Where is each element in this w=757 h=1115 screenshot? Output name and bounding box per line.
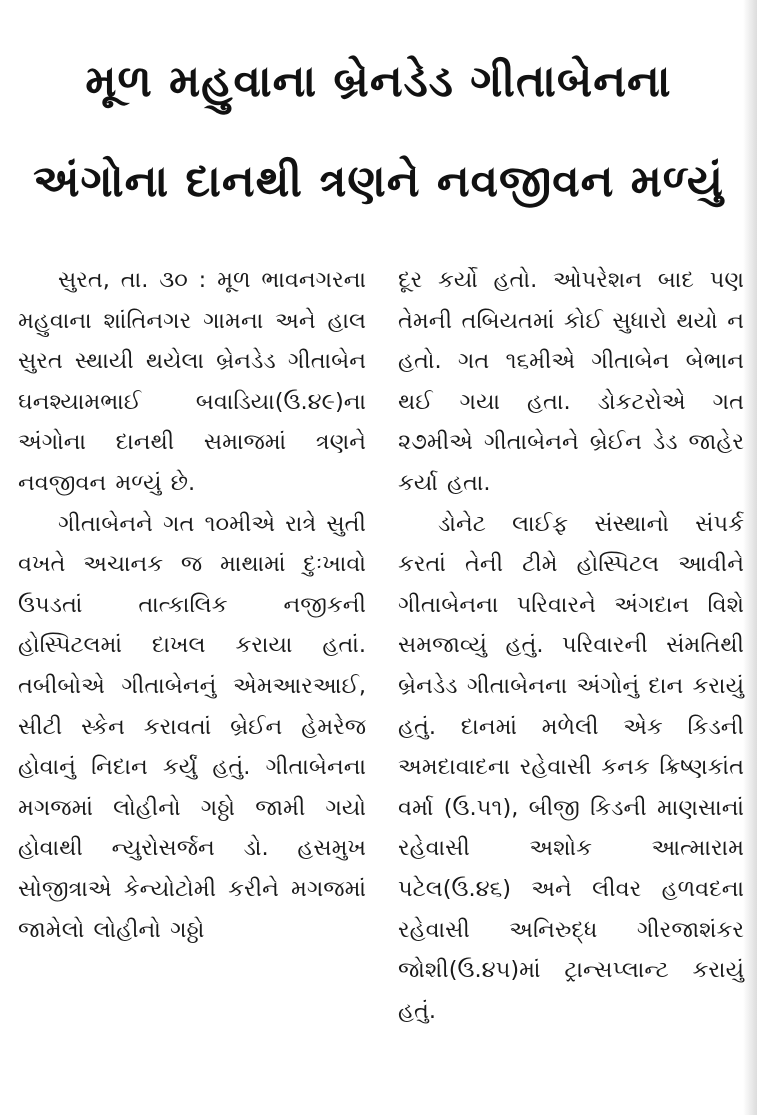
article-paragraph: દૂર કર્યો હતો. ઓપરેશન બાદ પણ તેમની તબિયતમાં કોઈ સુધારો થયો ન હતો. ગત ૧૬મીએ ગીતાબેન બેભાન થઈ ગયા હતા. ડોકટરોએ ગત ૨૭મીએ ગીતાબેનને બ્રેઈન ડેડ જાહેર કર્યા હતા. bbox=[398, 267, 744, 496]
headline-line-2: અંગોના દાનથી ત્રણને નવજીવન મળ્યું bbox=[33, 156, 724, 207]
article-column-right bbox=[398, 260, 744, 1031]
headline-line-1: મૂળ મહુવાના બ્રેનડેડ ગીતાબેનના bbox=[85, 56, 672, 107]
article-paragraph: સુરત, તા. ૩૦ : મૂળ ભાવનગરના મહુવાના શાંતિનગર ગામના અને હાલ સુરત સ્થાયી થયેલા બ્રેનડેડ ગીતાબેન ઘનશ્યામભાઈ બવાડિયા(ઉ.૪૯)ના અંગોના દાનથી સમાજમાં ત્રણને નવજીવન મળ્યું છે. bbox=[18, 267, 366, 496]
article-column-left bbox=[18, 260, 366, 950]
article-paragraph: ડોનેટ લાઈફ સંસ્થાનો સંપર્ક કરતાં તેની ટીમે હોસ્પિટલ આવીને ગીતાબેનના પરિવારને અંગદાન વિશે સમજાવ્યું હતું. પરિવારની સંમતિથી બ્રેનડેડ ગીતાબેનના અંગોનું દાન કરાયું હતું. દાનમાં મળેલી એક કિડની અમદાવાદના રહેવાસી કનક ક્રિષ્ણકાંત વર્મા (ઉ.૫૧), બીજી કિડની માણસાનાં રહેવાસી અશોક આત્મારામ પટેલ(ઉ.૪૬) અને લીવર હળવદના રહેવાસી અનિરુદ્ધ ગીરજાશંકર જોશી(ઉ.૪૫)માં ટ્રાન્સપ્લાન્ટ કરાયું હતું. bbox=[398, 510, 744, 1024]
article-paragraph: ગીતાબેનને ગત ૧૦મીએ રાત્રે સુતી વખતે અચાનક જ માથામાં દુઃખાવો ઉપડતાં તાત્કાલિક નજીકની હોસ્પિટલમાં દાખલ કરાયા હતાં. તબીબોએ ગીતાબેનનું એમઆરઆઈ, સીટી સ્કેન કરાવતાં બ્રેઈન હેમરેજ હોવાનું નિદાન કર્યું હતું. ગીતાબેનના મગજમાં લોહીનો ગઠ્ઠો જામી ગયો હોવાથી ન્યુરોસર્જન ડો. હસમુખ સોજીત્રાએ કેન્યોટોમી કરીને મગજમાં જામેલો લોહીનો ગઠ્ઠો bbox=[18, 510, 366, 943]
